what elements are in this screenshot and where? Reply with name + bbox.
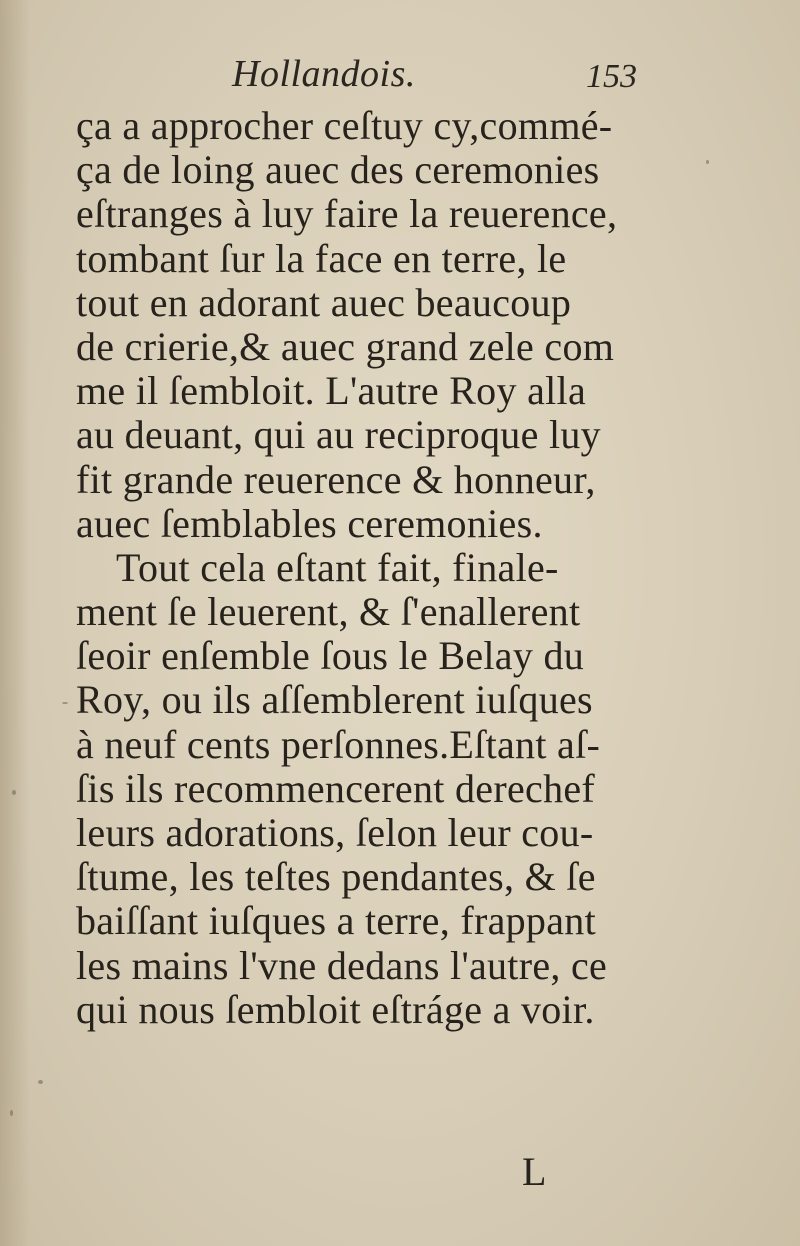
body-text [76, 104, 656, 1032]
text-line: ment ſe leuerent, & ſ'enallerent [76, 589, 581, 635]
paragraph-start-line: Tout cela eſtant fait, finale- [116, 544, 559, 590]
running-head: Hollandois. [232, 53, 416, 95]
page-number: 153 [586, 58, 637, 95]
text-line: qui nous ſembloit eſtráge a voir. [76, 986, 595, 1032]
text-line: ſeoir enſemble ſous le Belay du [76, 633, 585, 679]
paper-speck [10, 1110, 13, 1116]
text-line: me il ſembloit. L'autre Roy alla [76, 368, 587, 414]
signature-mark: L [522, 1149, 547, 1194]
text-line: baiſſant iuſques a terre, frappant [76, 898, 596, 944]
text-line: fit grande reuerence & honneur, [76, 456, 596, 502]
text-line: à neuf cents perſonnes.Eſtant aſ- [76, 721, 601, 767]
text-line: tout en adorant auec beaucoup [76, 279, 572, 325]
text-line: les mains l'vne dedans l'autre, ce [76, 942, 608, 988]
paper-speck [38, 1080, 43, 1084]
text-line: au deuant, qui au reciproque luy [76, 412, 601, 458]
text-line: de crierie,& auec grand zele com [76, 323, 615, 369]
paper-speck [12, 790, 16, 795]
page-gutter-shadow [0, 0, 30, 1246]
text-line: leurs adorations, ſelon leur cou- [76, 810, 594, 855]
text-line: Roy, ou ils aſſemblerent iuſques [76, 677, 593, 723]
text-line: ſis ils recommencerent derechef [76, 765, 596, 811]
text-line: ça de loing auec des ceremonies [76, 147, 600, 193]
text-line: tombant ſur la face en terre, le [76, 235, 567, 281]
text-line: eſtranges à luy faire la reuerence, [76, 191, 618, 237]
paper-speck [62, 702, 68, 704]
text-line: ſtume, les teſtes pendantes, & ſe [76, 854, 596, 900]
text-line: ça a approcher ceſtuy cy,commé- [76, 103, 613, 148]
paper-speck [706, 160, 709, 164]
text-line: auec ſemblables ceremonies. [76, 500, 543, 546]
